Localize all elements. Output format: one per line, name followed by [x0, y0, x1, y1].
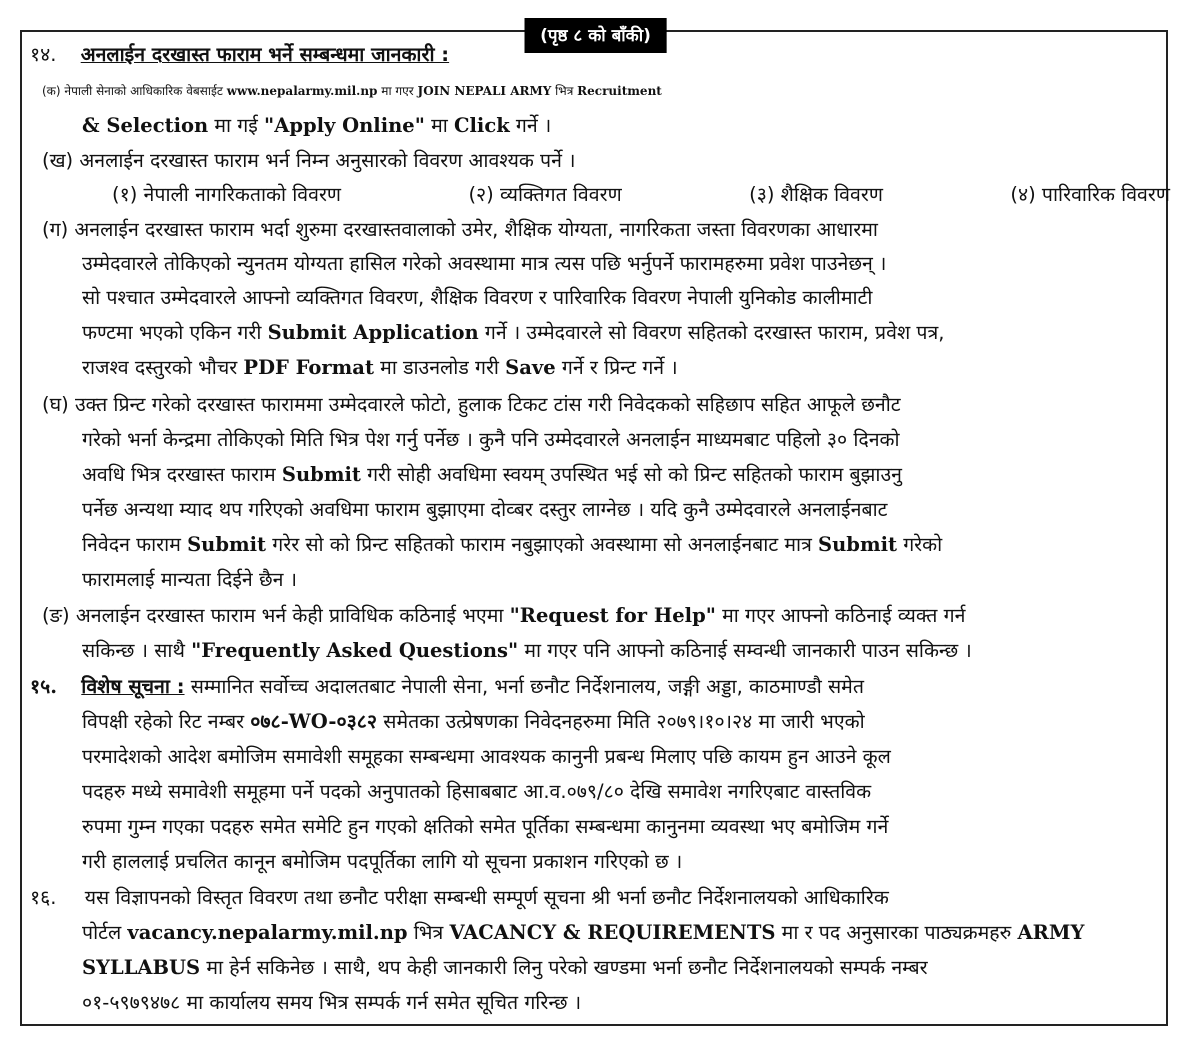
s14-heading-line	[30, 40, 449, 70]
nga-line-1	[42, 601, 965, 631]
nga-text: सकिन्छ । साथै	[82, 639, 185, 662]
ka-line-2	[82, 111, 551, 141]
gha-text: उक्त प्रिन्ट गरेको दरखास्त फाराममा उम्मेदवारले फोटो, हुलाक टिकट टांस गरी निवेदकको सहिछाप सहित आफूले छनौट	[74, 393, 901, 416]
s16-line-2	[82, 918, 1084, 948]
gha-label: (घ)	[42, 393, 69, 416]
s16-text: मा र पद अनुसारका पाठ्यक्रमहरु	[781, 921, 1012, 944]
s15-line-2	[82, 707, 865, 737]
s15-text: सम्मानित सर्वोच्च अदालतबाट नेपाली सेना, भर्ना छनौट निर्देशनालय, जङ्गी अड्डा, काठमाण्डौ समेत	[190, 675, 864, 698]
army-text: ARMY	[1017, 921, 1085, 944]
s15-number: १५.	[30, 675, 58, 698]
syllabus-text: SYLLABUS	[82, 956, 201, 979]
kha-item: (१) नेपाली नागरिकताको विवरण	[112, 183, 342, 206]
nga-line-2	[82, 636, 972, 666]
kha-text: अनलाईन दरखास्त फाराम भर्न निम्न अनुसारको विवरण आवश्यक पर्ने ।	[79, 149, 576, 172]
pdf-format-text: PDF Format	[243, 356, 374, 379]
kha-item: (३) शैक्षिक विवरण	[749, 183, 883, 206]
gha-text: गरेर सो को प्रिन्ट सहितको फाराम नबुझाएको अवस्थामा सो अनलाईनबाट मात्र	[272, 533, 812, 556]
gha-text: गरी सोही अवधिमा स्वयम् उपस्थित भई सो को प्रिन्ट सहितको फाराम बुझाउनु	[367, 463, 902, 486]
ka-text: मा गई	[214, 114, 258, 137]
kha-line-1	[42, 146, 576, 176]
s16-text: पोर्टल	[82, 921, 122, 944]
gha-line-1	[42, 390, 901, 420]
s16-text: मा हेर्न सकिनेछ । साथै, थप केही जानकारी लिनु परेको खण्डमा भर्ना छनौट निर्देशनालयको सम्पर्क नम्बर	[206, 956, 928, 979]
gha-line-4: पर्नेछ अन्यथा म्याद थप गरिएको अवधिमा फाराम बुझाएमा दोव्बर दस्तुर लाग्नेछ । यदि कुनै उम्मेदवारले अनलाईनबाट	[82, 498, 888, 521]
s15-text: विपक्षी रहेको रिट नम्बर	[82, 710, 245, 733]
faq-link[interactable]: "Frequently Asked Questions"	[191, 639, 519, 662]
nga-label: (ङ)	[42, 604, 70, 627]
s16-number: १६.	[30, 886, 57, 909]
submit-application-text: Submit Application	[267, 321, 479, 344]
selection-text: & Selection	[82, 114, 209, 137]
submit-text: Submit	[818, 533, 897, 556]
submit-text: Submit	[187, 533, 267, 556]
ga-line-2: उम्मेदवारले तोकिएको न्युनतम योग्यता हासिल गरेको अवस्थामा मात्र त्यस पछि भर्नुपर्ने फारामहरुमा प्रवेश पाउनेछन् ।	[82, 252, 887, 275]
recruitment-text: Recruitment	[577, 84, 662, 98]
ga-line-3: सो पश्चात उम्मेदवारले आफ्नो व्यक्तिगत विवरण, शैक्षिक विवरण र पारिवारिक विवरण नेपाली युनिकोड कालीमाटी	[82, 286, 873, 309]
save-text: Save	[505, 356, 556, 379]
kha-item: (२) व्यक्तिगत विवरण	[468, 183, 622, 206]
apply-online-link[interactable]: "Apply Online"	[264, 114, 425, 137]
gha-text: गरेको	[903, 533, 943, 556]
ga-text: गर्ने । उम्मेदवारले सो विवरण सहितको दरखास्त फाराम, प्रवेश पत्र,	[484, 321, 945, 344]
ga-text: राजश्व दस्तुरको भौचर	[82, 356, 238, 379]
join-nepali-army-link[interactable]: JOIN NEPALI ARMY	[417, 84, 552, 98]
ka-text: मा गएर	[381, 84, 414, 98]
kha-items-row	[112, 180, 1170, 210]
submit-text: Submit	[281, 463, 361, 486]
continued-tab: (पृष्ठ ८ को बाँकी)	[524, 18, 667, 53]
gha-line-5	[82, 530, 942, 560]
ka-text: गर्ने ।	[515, 114, 552, 137]
gha-text: अवधि भित्र दरखास्त फाराम	[82, 463, 276, 486]
s16-line-1	[30, 883, 889, 913]
vacancy-requirements-link[interactable]: VACANCY & REQUIREMENTS	[449, 921, 776, 944]
ga-text: गर्ने र प्रिन्ट गर्ने ।	[561, 356, 678, 379]
ga-text: फण्टमा भएको एकिन गरी	[82, 321, 262, 344]
ga-line-1	[42, 215, 878, 245]
nga-text: अनलाईन दरखास्त फाराम भर्न केही प्राविधिक कठिनाई भएमा	[75, 604, 504, 627]
s14-heading: अनलाईन दरखास्त फाराम भर्ने सम्बन्धमा जानकारी :	[80, 43, 450, 66]
gha-line-2: गरेको भर्ना केन्द्रमा तोकिएको मिति भित्र पेश गर्नु पर्नेछ । कुनै पनि उम्मेदवारले अनलाईन माध्यमबाट पहिलो ३० दिनको	[82, 428, 900, 451]
gha-line-6: फारामलाई मान्यता दिईने छैन ।	[82, 568, 298, 591]
s15-heading: विशेष सूचना :	[81, 675, 185, 698]
s15-line-5: रुपमा गुम्न गएका पदहरु समेत समेटि हुन गएको क्षतिको समेत पूर्तिका सम्बन्धमा कानुनमा व्यवस्था भए बमोजिम गर्ने	[82, 815, 889, 838]
s15-line-1	[30, 672, 864, 702]
s16-text: यस विज्ञापनको विस्तृत विवरण तथा छनौट परीक्षा सम्बन्धी सम्पूर्ण सूचना श्री भर्ना छनौट निर्देशनालयको आधिकारिक	[84, 886, 889, 909]
ka-text: नेपाली सेनाको आधिकारिक वेबसाईट	[64, 84, 223, 98]
click-text: Click	[453, 114, 510, 137]
army-website-link[interactable]: www.nepalarmy.mil.np	[226, 84, 378, 98]
kha-label: (ख)	[42, 149, 74, 172]
s15-line-6: गरी हाललाई प्रचलित कानून बमोजिम पदपूर्तिका लागि यो सूचना प्रकाशन गरिएको छ ।	[82, 850, 683, 873]
ga-line-4	[82, 318, 944, 348]
ga-text: मा डाउनलोड गरी	[380, 356, 499, 379]
nga-text: मा गएर आफ्नो कठिनाई व्यक्त गर्न	[722, 604, 966, 627]
s16-line-4: ०१-५९७९४७८ मा कार्यालय समय भित्र सम्पर्क गर्न समेत सूचित गरिन्छ ।	[82, 991, 582, 1014]
vacancy-portal-link[interactable]: vacancy.nepalarmy.mil.np	[127, 921, 408, 944]
request-for-help-link[interactable]: "Request for Help"	[509, 604, 716, 627]
s14-number: १४.	[30, 43, 57, 66]
s16-text: भित्र	[413, 921, 444, 944]
s15-line-4: पदहरु मध्ये समावेशी समूहमा पर्ने पदको अनुपातको हिसाबबाट आ.व.०७९/८० देखि समावेश नगरिएबाट वास्तविक	[82, 780, 872, 803]
ga-line-5	[82, 353, 678, 383]
s16-line-3	[82, 953, 928, 983]
s15-text: समेतका उत्प्रेषणका निवेदनहरुमा मिति २०७९।१०।२४ मा जारी भएको	[383, 710, 865, 733]
gha-line-3	[82, 460, 902, 490]
nga-text: मा गएर पनि आफ्नो कठिनाई सम्वन्धी जानकारी पाउन सकिन्छ ।	[524, 639, 972, 662]
ga-text: अनलाईन दरखास्त फाराम भर्दा शुरुमा दरखास्तवालाको उमेर, शैक्षिक योग्यता, नागरिकता जस्ता विवरणका आधारमा	[74, 218, 878, 241]
ka-label: (क)	[42, 84, 61, 98]
ka-text: मा	[431, 114, 448, 137]
kha-item: (४) पारिवारिक विवरण	[1010, 183, 1170, 206]
gha-text: निवेदन फाराम	[82, 533, 181, 556]
ka-text: भित्र	[555, 84, 574, 98]
writ-number: ०७८-WO-०३८२	[250, 710, 378, 733]
ka-line-1	[42, 76, 1170, 106]
s15-line-3: परमादेशको आदेश बमोजिम समावेशी समूहका सम्बन्धमा आवश्यक कानुनी प्रबन्ध मिलाए पछि कायम हुन आउने कूल	[82, 745, 891, 768]
ga-label: (ग)	[42, 218, 69, 241]
